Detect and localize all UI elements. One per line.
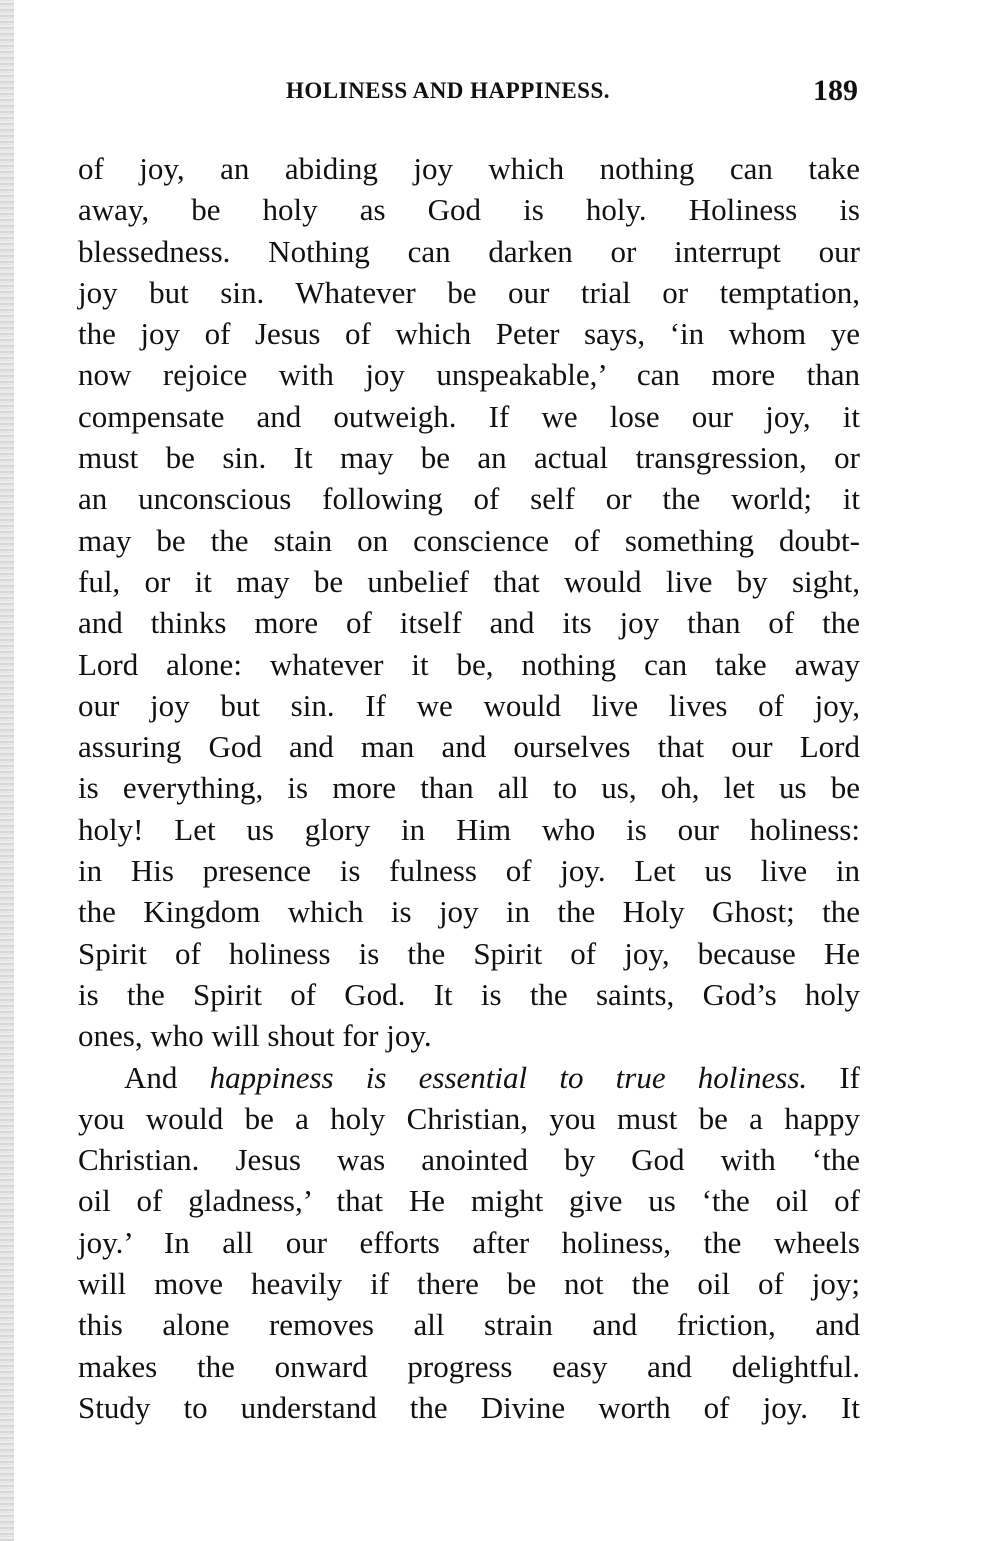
- text-line: assuring God and man and ourselves that our Lord: [78, 729, 860, 765]
- text-line: Study to understand the Divine worth of joy. It: [78, 1389, 860, 1425]
- text-line: Lord alone: whatever it be, nothing can take away: [78, 646, 860, 682]
- paragraph-end-line: ones, who will shout for joy.: [78, 1018, 432, 1054]
- text-line: oil of gladness,’ that He might give us ‘the oil of: [78, 1183, 860, 1219]
- running-head-title: HOLINESS AND HAPPINESS.: [286, 78, 610, 103]
- italic-phrase: happiness is essential to true holiness.: [209, 1059, 808, 1095]
- text-line: holy! Let us glory in Him who is our holiness:: [78, 811, 860, 847]
- book-page: [78, 0, 860, 1541]
- text-line: this alone removes all strain and friction, and: [78, 1307, 860, 1343]
- text-line: now rejoice with joy unspeakable,’ can more than: [78, 357, 860, 393]
- text-line: our joy but sin. If we would live lives of joy,: [78, 687, 860, 723]
- running-head: [78, 74, 860, 110]
- text-line: compensate and outweigh. If we lose our joy, it: [78, 398, 860, 434]
- text-line: the joy of Jesus of which Peter says, ‘in whom ye: [78, 316, 860, 352]
- page-number: 189: [813, 74, 858, 107]
- text-line: is everything, is more than all to us, oh, let us be: [78, 770, 860, 806]
- text-line: must be sin. It may be an actual transgression, or: [78, 440, 860, 476]
- text-line: away, be holy as God is holy. Holiness is: [78, 192, 860, 228]
- text-line: the Kingdom which is joy in the Holy Ghost; the: [78, 894, 860, 930]
- text-line: Christian. Jesus was anointed by God with ‘the: [78, 1142, 860, 1178]
- text-line: of joy, an abiding joy which nothing can take: [78, 151, 860, 186]
- text-line: ful, or it may be unbelief that would live by sight,: [78, 563, 860, 599]
- text-line: makes the onward progress easy and delightful.: [78, 1348, 860, 1384]
- paragraph-start-line: [78, 1057, 860, 1098]
- text-line: joy but sin. Whatever be our trial or temptation,: [78, 274, 860, 310]
- text-line: an unconscious following of self or the world; it: [78, 481, 860, 517]
- body-text: [78, 148, 860, 1428]
- text-line: will move heavily if there be not the oil of joy;: [78, 1266, 860, 1302]
- text-line: and thinks more of itself and its joy than of the: [78, 605, 860, 641]
- text-line: is the Spirit of God. It is the saints, God’s holy: [78, 976, 860, 1012]
- line-text: And: [124, 1059, 178, 1095]
- text-line: Spirit of holiness is the Spirit of joy, because He: [78, 935, 860, 971]
- text-line: you would be a holy Christian, you must be a happy: [78, 1100, 860, 1136]
- text-line: in His presence is fulness of joy. Let us live in: [78, 853, 860, 889]
- text-line: joy.’ In all our efforts after holiness, the wheels: [78, 1224, 860, 1260]
- line-text: If: [839, 1059, 861, 1095]
- text-line: blessedness. Nothing can darken or interrupt our: [78, 233, 860, 269]
- page-edge-shadow: [0, 0, 14, 1541]
- text-line: may be the stain on conscience of something doubt-: [78, 522, 860, 558]
